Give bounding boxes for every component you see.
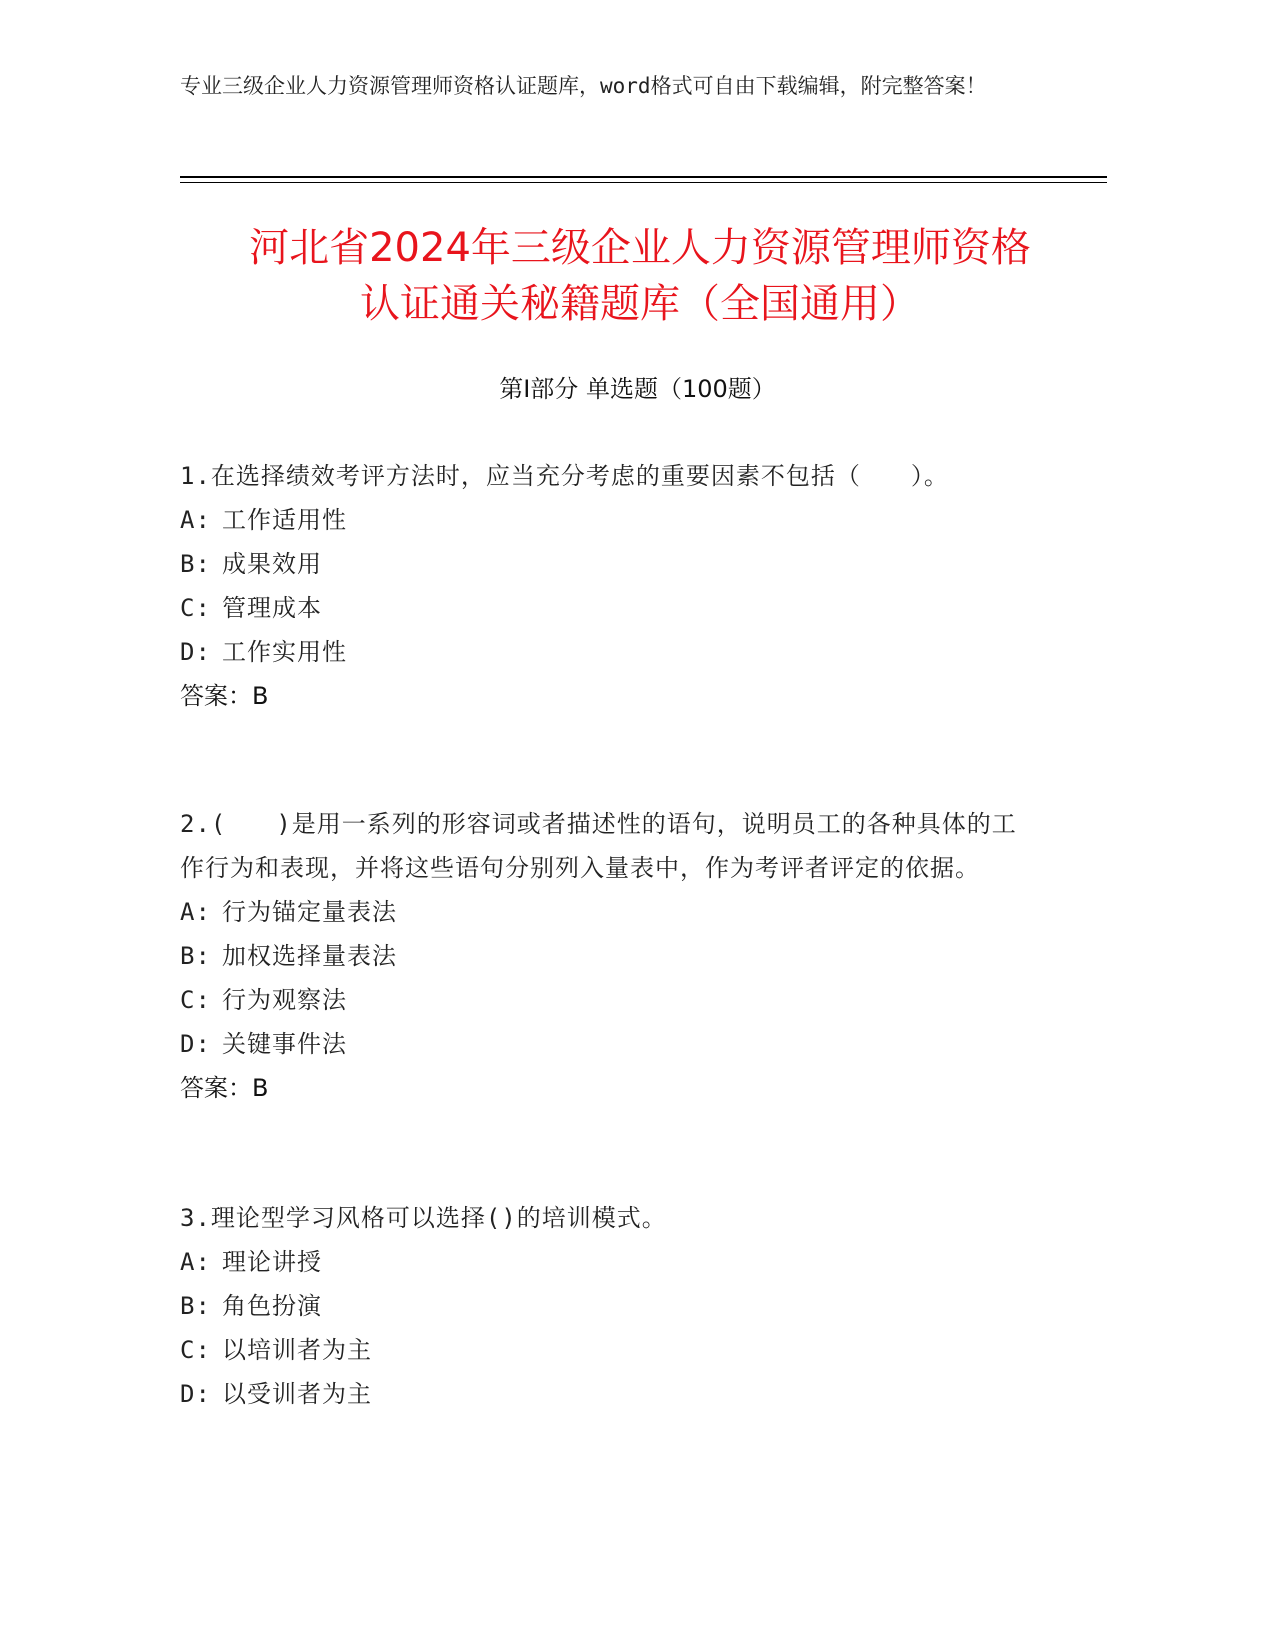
option-text: 理论讲授	[222, 1248, 322, 1276]
option-text: 成果效用	[222, 550, 322, 578]
header-divider-thick	[180, 176, 1107, 178]
option-text: 角色扮演	[222, 1292, 322, 1320]
question-stem: 3.理论型学习风格可以选择()的培训模式。	[180, 1204, 667, 1232]
option-b	[180, 542, 1030, 586]
option-c	[180, 586, 1030, 630]
option-a	[180, 1240, 1030, 1284]
option-text: 加权选择量表法	[222, 942, 397, 970]
option-d	[180, 1372, 1030, 1416]
option-text: 管理成本	[222, 594, 322, 622]
option-letter: D:	[180, 1030, 211, 1058]
option-letter: A:	[180, 898, 211, 926]
option-c	[180, 1328, 1030, 1372]
title-line-1: 河北省2024年三级企业人力资源管理师资格	[249, 225, 1031, 271]
question-stem: 2.( )是用一系列的形容词或者描述性的语句，说明员工的各种具体的工作行为和表现，并将这些语句分别列入量表中，作为考评者评定的依据。	[180, 810, 1017, 882]
question-3	[180, 1196, 1030, 1416]
option-text: 行为观察法	[222, 986, 347, 1014]
option-text: 以受训者为主	[222, 1380, 372, 1408]
question-1	[180, 454, 1030, 718]
option-a	[180, 498, 1030, 542]
option-a	[180, 890, 1030, 934]
option-b	[180, 1284, 1030, 1328]
question-2	[180, 802, 1030, 1110]
header-note: 专业三级企业人力资源管理师资格认证题库，word格式可自由下载编辑，附完整答案！	[180, 74, 987, 98]
option-letter: D:	[180, 638, 211, 666]
option-letter: D:	[180, 1380, 211, 1408]
option-letter: B:	[180, 942, 211, 970]
option-d	[180, 1022, 1030, 1066]
document-title	[160, 220, 1120, 332]
option-letter: C:	[180, 986, 211, 1014]
option-letter: C:	[180, 594, 211, 622]
option-letter: C:	[180, 1336, 211, 1364]
answer-line: 答案：B	[180, 1074, 269, 1102]
option-text: 行为锚定量表法	[222, 898, 397, 926]
option-letter: A:	[180, 506, 211, 534]
question-stem: 1.在选择绩效考评方法时，应当充分考虑的重要因素不包括（ ）。	[180, 462, 949, 490]
option-letter: B:	[180, 1292, 211, 1320]
option-text: 关键事件法	[222, 1030, 347, 1058]
header-divider-thin	[180, 182, 1107, 183]
title-line-2: 认证通关秘籍题库（全国通用）	[360, 281, 920, 327]
option-text: 以培训者为主	[222, 1336, 372, 1364]
option-b	[180, 934, 1030, 978]
option-text: 工作适用性	[222, 506, 347, 534]
option-c	[180, 978, 1030, 1022]
section-heading: 第Ⅰ部分 单选题（100题）	[499, 375, 776, 403]
option-text: 工作实用性	[222, 638, 347, 666]
answer-line: 答案：B	[180, 682, 269, 710]
option-d	[180, 630, 1030, 674]
option-letter: A:	[180, 1248, 211, 1276]
option-letter: B:	[180, 550, 211, 578]
